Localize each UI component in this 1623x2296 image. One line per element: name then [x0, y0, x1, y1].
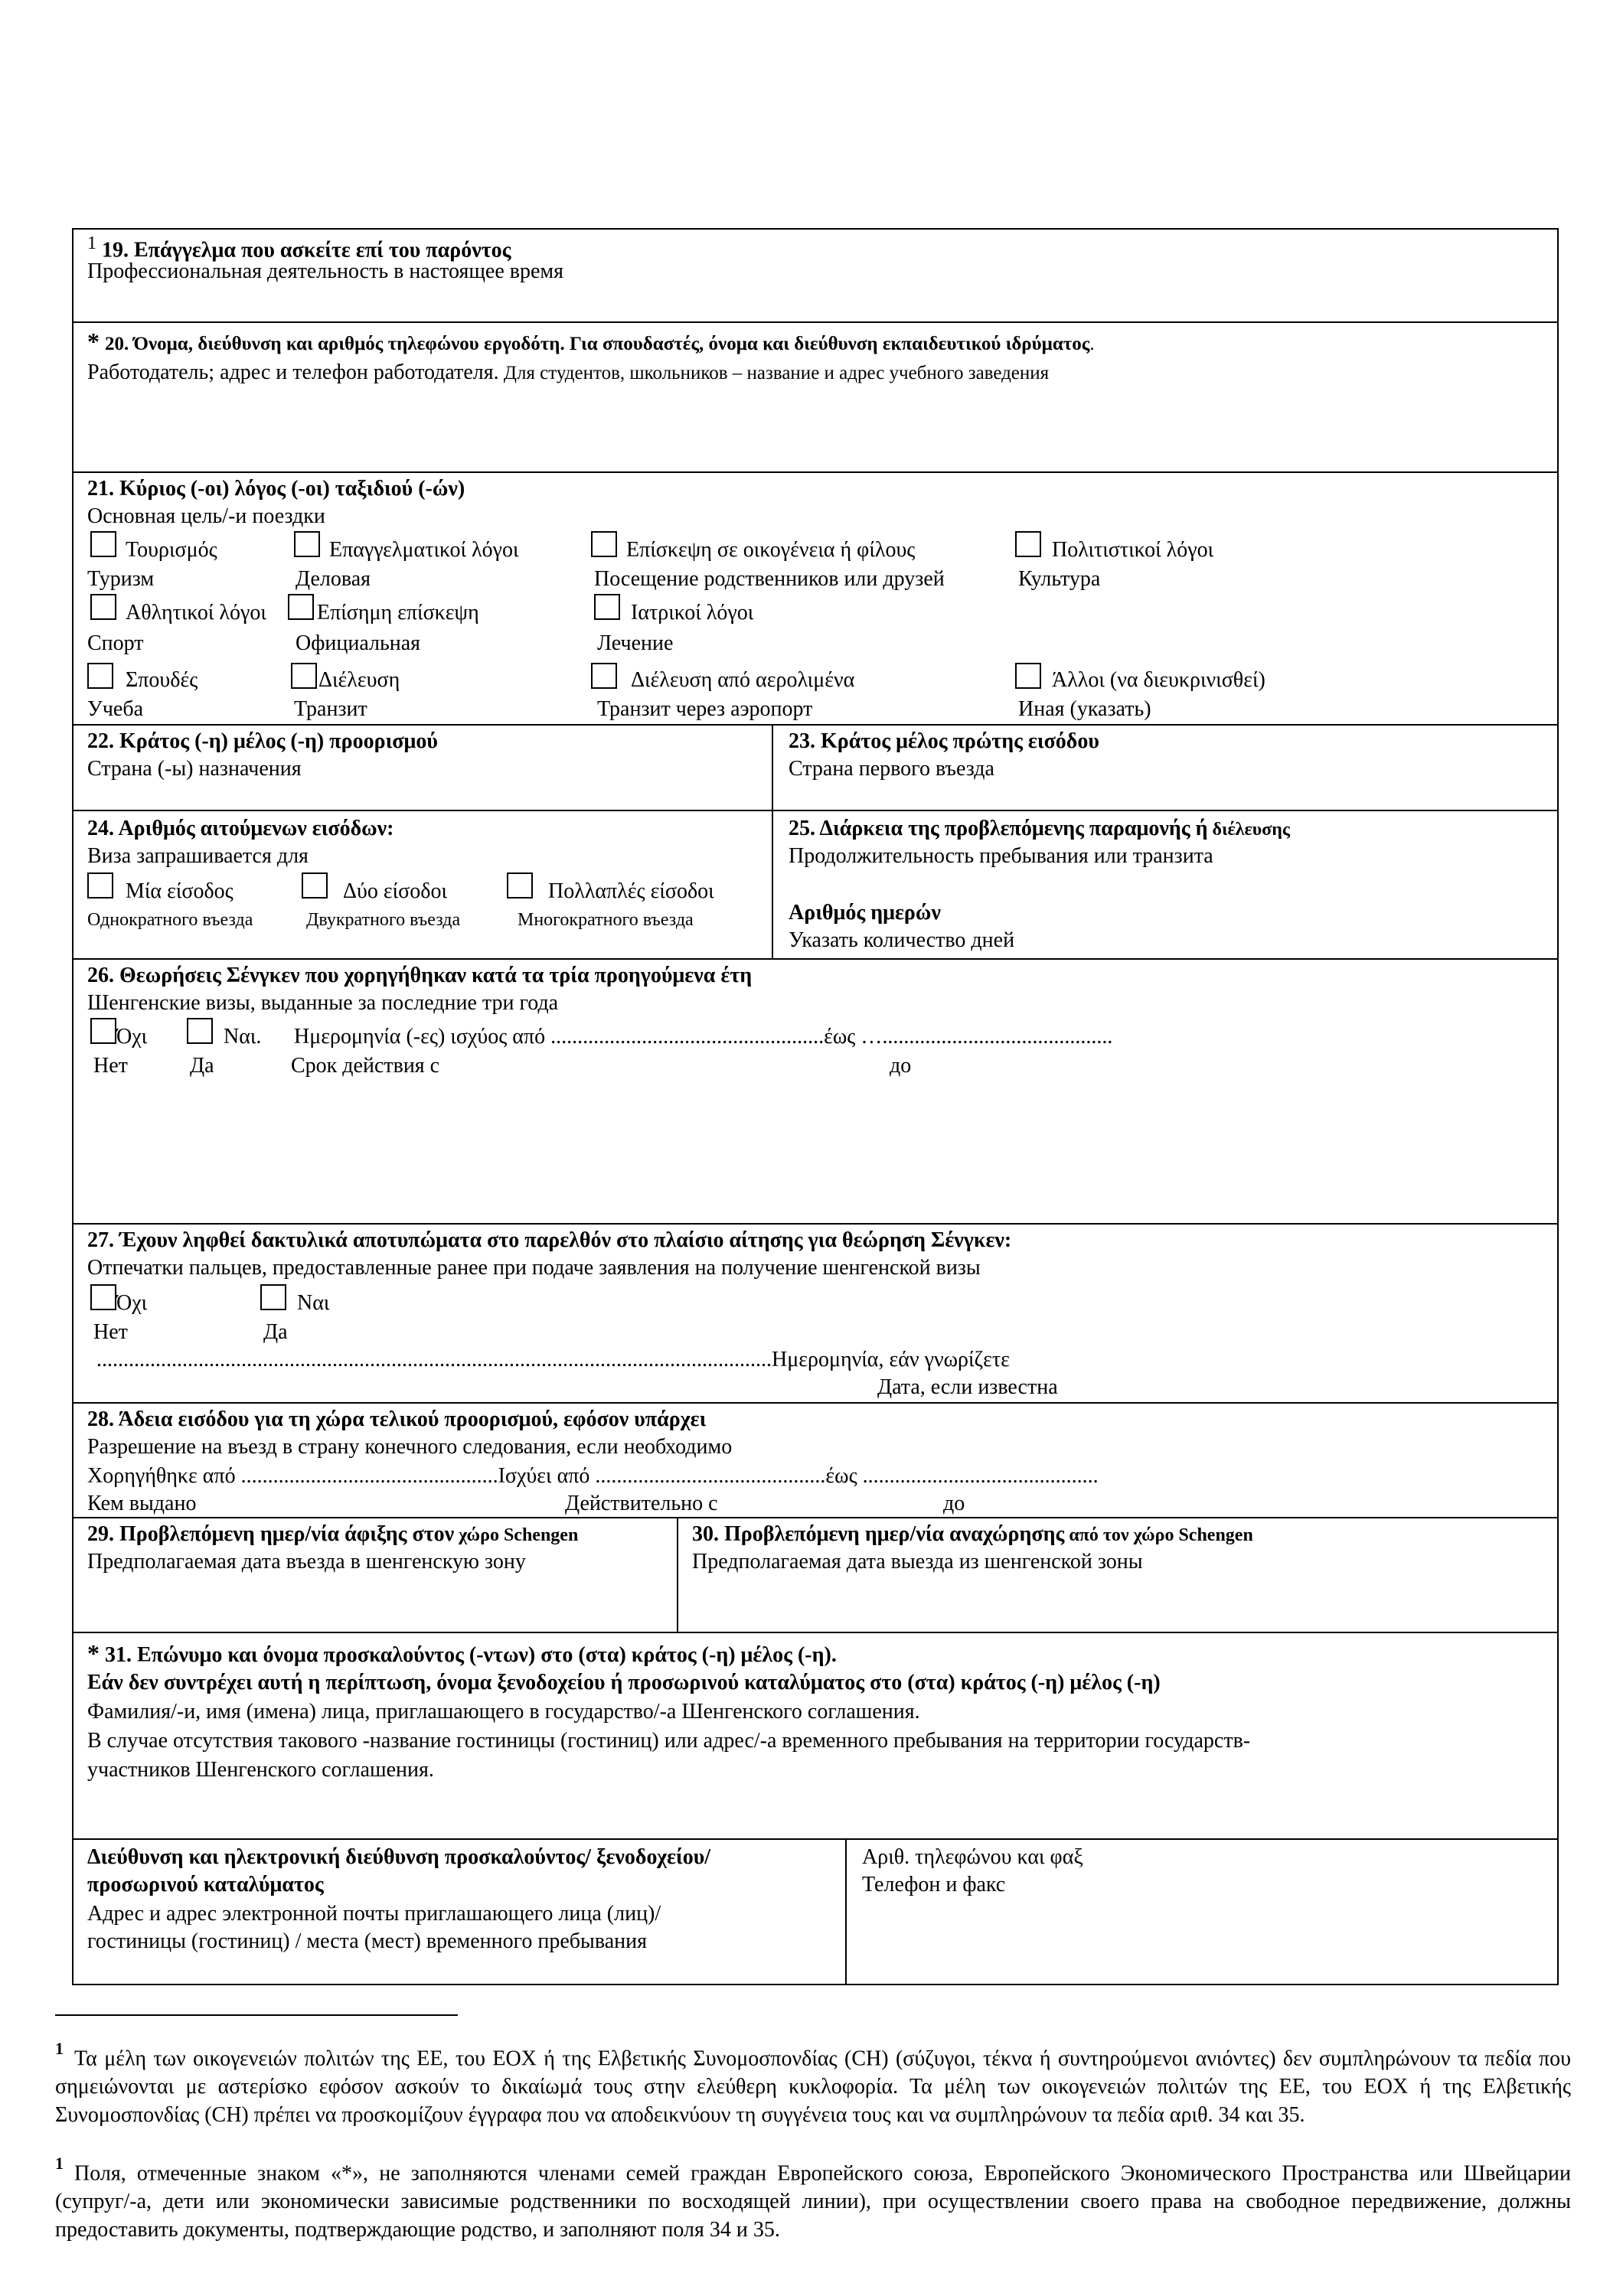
- field-30-title-bold: 30. Προβλεπόμενη ημερ/νία αναχώρησης: [692, 1522, 1065, 1546]
- row-border: [72, 1402, 1559, 1404]
- field-22-subtitle: Страна (-ы) назначения: [87, 757, 302, 781]
- footnote-russian: [55, 2152, 1571, 2244]
- field-25-days-title: Αριθμός ημερών: [789, 901, 941, 925]
- field-31-ru1: Фамилия/-и, имя (имена) лица, приглашающего в государство/-а Шенгенского соглашения.: [87, 1700, 920, 1724]
- footnote-text: Поля, отмеченные знаком «*», не заполняются членами семей граждан Европейского союза, Европейского Экономического Пространства или Швейцарии (супруг/-а, дети или экономически зависимые родственники по восходящей линии), при осуществлении своего права на свободное передвижение, должны предоставить документы, подтверждающие родство, и заполняют поля 34 и 35.: [55, 2161, 1571, 2242]
- validity-line[interactable]: Ημερομηνία (-ες) ισχύος από ...................................................έως …...........................................: [294, 1025, 1113, 1049]
- option-transit-gr: Διέλευση: [318, 668, 400, 692]
- asterisk-mark: *: [87, 328, 100, 355]
- option-single-entry-ru: Однократного въезда: [87, 910, 253, 930]
- footnote-greek: [55, 2037, 1571, 2129]
- option-yes-ru: Да: [190, 1054, 214, 1078]
- option-yes-gr: Ναι: [297, 1291, 330, 1315]
- option-double-entry-gr: Δύο είσοδοι: [343, 879, 447, 903]
- field-19-title-text: 19. Επάγγελμα που ασκείτε επί του παρόντος: [102, 238, 511, 263]
- option-no-ru: Нет: [93, 1320, 128, 1344]
- checkbox-airport-transit[interactable]: [591, 663, 617, 689]
- option-business-gr: Επαγγελματικοί λόγοι: [329, 538, 519, 562]
- footnote-separator: [55, 2014, 458, 2016]
- row-border: [72, 810, 1559, 811]
- option-business-ru: Деловая: [296, 567, 371, 591]
- field-30-title: [692, 1520, 1253, 1550]
- address-title1: Διεύθυνση και ηλεκτρονική διεύθυνση προσκαλούντος/ ξενοδοχείου/: [87, 1845, 711, 1869]
- option-family-visit-gr: Επίσκεψη σε οικογένεια ή φίλους: [626, 538, 916, 562]
- field-26-subtitle: Шенгенские визы, выданные за последние три года: [87, 991, 559, 1015]
- row-border: [72, 1223, 1559, 1225]
- phone-title: Αριθ. τηλεφώνου και φαξ: [862, 1845, 1083, 1869]
- field-31-ru3: участников Шенгенского соглашения.: [87, 1758, 434, 1782]
- field-27-title: 27. Έχουν ληφθεί δακτυλικά αποτυπώματα στο παρελθόν στο πλαίσιο αίτησης για θεώρηση Σένγκεν:: [87, 1228, 1012, 1252]
- footnote-mark: 1: [87, 233, 96, 253]
- option-multiple-entry-gr: Πολλαπλές είσοδοι: [548, 879, 714, 903]
- field-23-subtitle: Страна первого въезда: [789, 757, 994, 781]
- checkbox-official[interactable]: [288, 594, 314, 620]
- field-20-subtitle: [87, 358, 1049, 387]
- row-border: [72, 1984, 1559, 1985]
- field-22-title: 22. Κράτος (-η) μέλος (-η) προορισμού: [87, 729, 438, 753]
- field-21-subtitle: Основная цель/-и поездки: [87, 504, 325, 528]
- valid-to-ru: до: [943, 1492, 965, 1515]
- date-line[interactable]: ..............................................................................................................................Ημερομηνία, εάν γνωρίζετε: [96, 1348, 1010, 1371]
- footnote-mark: 1: [55, 2039, 64, 2058]
- option-sport-ru: Спорт: [87, 631, 144, 655]
- option-tourism-gr: Τουρισμός: [126, 538, 217, 562]
- address-ru1: Адрес и адрес электронной почты приглашающего лица (лиц)/: [87, 1902, 661, 1926]
- field-24-subtitle: Виза запрашивается для: [87, 844, 309, 868]
- asterisk-mark: *: [87, 1639, 100, 1667]
- col-border: [1557, 228, 1559, 1985]
- row-border: [72, 1517, 1559, 1518]
- col-border: [845, 1838, 847, 1984]
- option-double-entry-ru: Двукратного въезда: [306, 910, 461, 930]
- col-border: [772, 724, 773, 958]
- option-no-ru: Нет: [93, 1054, 128, 1078]
- field-20-subtitle-a: Работодатель; адрес и телефон работодателя.: [87, 360, 499, 384]
- field-29-title-small: χώρο Schengen: [454, 1525, 579, 1545]
- field-25-title-bold: 25. Διάρκεια της προβλεπόμενης παραμονής ή: [789, 817, 1208, 840]
- field-28-title: 28. Άδεια εισόδου για τη χώρα τελικού προορισμού, εφόσον υπάρχει: [87, 1407, 707, 1431]
- col-border: [72, 228, 73, 1985]
- field-31-title-text: 31. Επώνυμο και όνομα προσκαλούντος (-ντων) στο (στα) κράτος (-η) μέλος (-η).: [105, 1643, 837, 1667]
- field-25-days-subtitle: Указать количество дней: [789, 928, 1015, 952]
- option-yes-ru: Да: [263, 1320, 288, 1344]
- col-border: [677, 1517, 678, 1632]
- valid-from-ru: Действительно с: [565, 1492, 718, 1515]
- option-single-entry-gr: Μία είσοδος: [126, 879, 233, 903]
- field-24-title: 24. Αριθμός αιτούμενων εισόδων:: [87, 817, 394, 840]
- to-label-ru: до: [890, 1054, 912, 1078]
- option-sport-gr: Αθλητικοί λόγοι: [126, 601, 266, 625]
- field-20-title-text: 20. Όνομα, διεύθυνση και αριθμός τηλεφώνου εργοδότη. Για σπουδαστές, όνομα και διεύθυνση εκπαιδευτικού ιδρύματος: [105, 334, 1090, 354]
- checkbox-other[interactable]: [1015, 663, 1041, 689]
- option-no-gr: Όχι: [116, 1025, 148, 1049]
- option-airport-transit-gr: Διέλευση από αερολιμένα: [631, 668, 855, 692]
- issued-by-ru: Кем выдано: [87, 1492, 197, 1515]
- phone-subtitle: Телефон и факс: [862, 1873, 1006, 1896]
- field-30-title-small: από τον χώρο Schengen: [1064, 1525, 1253, 1545]
- field-19-subtitle: Профессиональная деятельность в настоящее время: [87, 259, 564, 283]
- checkbox-study[interactable]: [87, 663, 113, 689]
- field-20-subtitle-b: Для студентов, школьников – название и адрес учебного заведения: [498, 363, 1050, 383]
- checkbox-schengen-yes[interactable]: [187, 1018, 213, 1044]
- field-30-subtitle: Предполагаемая дата выезда из шенгенской зоны: [692, 1550, 1143, 1574]
- option-family-visit-ru: Посещение родственников или друзей: [594, 567, 945, 591]
- row-border: [72, 1632, 1559, 1633]
- address-title2: προσωρινού καταλύματος: [87, 1873, 324, 1896]
- field-25-title-small: διέλευσης: [1207, 820, 1290, 840]
- field-25-title: [789, 814, 1290, 844]
- option-other-gr: Άλλοι (να διευκρινισθεί): [1052, 668, 1265, 692]
- row-border: [72, 321, 1559, 323]
- checkbox-fingerprints-yes[interactable]: [260, 1284, 286, 1310]
- option-transit-ru: Транзит: [294, 697, 367, 721]
- option-medical-ru: Лечение: [597, 631, 674, 655]
- row-border: [72, 724, 1559, 726]
- address-ru2: гостиницы (гостиниц) / места (мест) временного пребывания: [87, 1929, 647, 1953]
- option-study-ru: Учеба: [87, 697, 144, 721]
- row-border: [72, 471, 1559, 473]
- footnote-text: Τα μέλη των οικογενειών πολιτών της ΕΕ, του ΕΟΧ ή της Ελβετικής Συνομοσπονδίας (CH) (σύζυγοι, τέκνα ή συντηρούμενοι ανιόντες) δεν συμπληρώνουν τα πεδία που σημειώνονται με αστερίσκο εφόσον ασκούν το δικαίωμά τους στην ελεύθερη κυκλοφορία. Τα μέλη των οικογενειών πολιτών της ΕΕ, του ΕΟΧ ή της Ελβετικής Συνομοσπονδίας (CH) πρέπει να προσκομίζουν έγγραφα που να αποδεικνύουν τη συγγένεια τους και να συμπληρώνουν τα πεδία αριθ. 34 και 35.: [55, 2047, 1571, 2128]
- field-29-title: [87, 1520, 578, 1550]
- option-no-gr: Όχι: [116, 1291, 148, 1315]
- field-28-subtitle: Разрешение на въезд в страну конечного следования, если необходимо: [87, 1435, 733, 1459]
- option-airport-transit-ru: Транзит через аэропорт: [597, 697, 813, 721]
- field-27-subtitle: Отпечатки пальцев, предоставленные ранее при подаче заявления на получение шенгенской визы: [87, 1256, 981, 1280]
- option-yes-gr: Ναι.: [224, 1025, 262, 1049]
- field-31-ru2: В случае отсутствия такового -название гостиницы (гостиниц) или адрес/-а временного пребывания на территории государств-: [87, 1729, 1251, 1753]
- checkbox-culture[interactable]: [1015, 531, 1041, 557]
- checkbox-multiple-entry[interactable]: [507, 872, 533, 899]
- footnote-mark: 1: [55, 2154, 64, 2173]
- field-31-title2: Εάν δεν συντρέχει αυτή η περίπτωση, όνομα ξενοδοχείου ή προσωρινού καταλύματος στο (στα) κράτος (-η) μέλος (-η): [87, 1671, 1161, 1694]
- option-medical-gr: Ιατρικοί λόγοι: [631, 601, 754, 625]
- checkbox-tourism[interactable]: [90, 531, 116, 557]
- option-tourism-ru: Туризм: [87, 567, 155, 591]
- field-20-title-end: .: [1089, 334, 1095, 354]
- checkbox-schengen-no[interactable]: [90, 1018, 116, 1044]
- field-26-title: 26. Θεωρήσεις Σένγκεν που χορηγήθηκαν κατά τα τρία προηγούμενα έτη: [87, 964, 753, 987]
- row-border: [72, 1838, 1559, 1840]
- option-multiple-entry-ru: Многократного въезда: [518, 910, 694, 930]
- checkbox-double-entry[interactable]: [302, 872, 328, 899]
- date-label-ru: Дата, если известна: [877, 1375, 1058, 1399]
- checkbox-transit[interactable]: [291, 663, 317, 689]
- checkbox-medical[interactable]: [594, 594, 620, 620]
- checkbox-sport[interactable]: [90, 594, 116, 620]
- field-20-title: [87, 328, 1095, 358]
- option-official-ru: Официальная: [296, 631, 421, 655]
- permit-line[interactable]: Χορηγήθηκε από ................................................Ισχύει από ...........................................έως ............................................: [87, 1464, 1099, 1488]
- validity-label-ru: Срок действия с: [291, 1054, 440, 1078]
- option-culture-ru: Культура: [1018, 567, 1101, 591]
- checkbox-fingerprints-no[interactable]: [90, 1284, 116, 1310]
- field-29-subtitle: Предполагаемая дата въезда в шенгенскую зону: [87, 1550, 526, 1574]
- option-official-gr: Επίσημη επίσκεψη: [317, 601, 479, 625]
- field-29-title-bold: 29. Προβλεπόμενη ημερ/νία άφιξης στον: [87, 1522, 455, 1546]
- option-other-ru: Иная (указать): [1018, 697, 1151, 721]
- row-border: [72, 958, 1559, 960]
- field-21-title: 21. Κύριος (-οι) λόγος (-οι) ταξιδιού (-ών): [87, 477, 465, 501]
- field-23-title: 23. Κράτος μέλος πρώτης εισόδου: [789, 729, 1099, 753]
- checkbox-family-visit[interactable]: [591, 531, 617, 557]
- checkbox-business[interactable]: [294, 531, 320, 557]
- option-culture-gr: Πολιτιστικοί λόγοι: [1052, 538, 1214, 562]
- option-study-gr: Σπουδές: [126, 668, 198, 692]
- checkbox-single-entry[interactable]: [87, 872, 113, 899]
- field-25-subtitle: Продолжительность пребывания или транзита: [789, 844, 1213, 868]
- field-31-title: [87, 1639, 837, 1669]
